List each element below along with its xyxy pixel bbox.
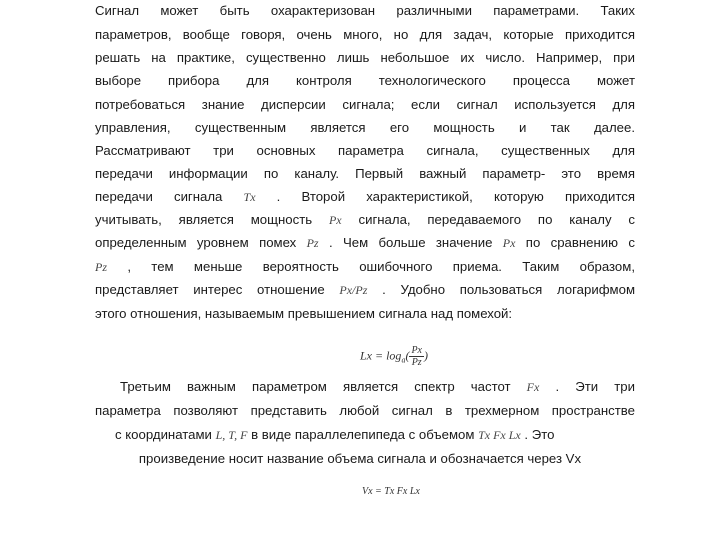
math-symbol: Px: [328, 213, 342, 227]
math-symbol: L, T, F: [215, 428, 248, 442]
formula-paren: ): [423, 348, 428, 363]
math-symbol: Pz: [95, 260, 107, 274]
formula-signal-excess: [360, 345, 428, 368]
text-line: [95, 305, 635, 322]
math-symbol: Pz: [306, 236, 319, 250]
formula-denominator: Pz: [411, 357, 422, 368]
text-span: передачи сигнала: [95, 189, 223, 204]
text-line: [95, 142, 635, 159]
text-line: [95, 402, 635, 419]
text-line: [95, 49, 635, 66]
math-symbol: Px/Pz: [339, 283, 368, 297]
text-span: этого отношения, называемым превышением сигнала над помехой:: [95, 306, 513, 321]
text-span: . Второй характеристикой, которую приходится: [276, 189, 635, 204]
text-span: выборе прибора для контроля технологического процесса может: [95, 73, 635, 88]
text-span: параметров, вообще говоря, очень много, но для задач, которые приходится: [95, 27, 635, 42]
text-line: [95, 72, 635, 89]
text-span: . Это: [524, 427, 555, 442]
formula-fraction: [409, 345, 424, 368]
math-symbol: Tx Fx Lx: [478, 428, 521, 442]
math-symbol: Tx: [243, 190, 256, 204]
text-line: [95, 234, 635, 251]
text-span: . Удобно пользоваться логарифмом: [382, 282, 635, 297]
text-span: определенным уровнем помех: [95, 235, 297, 250]
text-span: с координатами: [115, 427, 212, 442]
text-line: [95, 26, 635, 43]
formula-text: Vx = Tx Fx Lx: [362, 486, 420, 497]
formula-subscript: a: [401, 355, 406, 365]
text-span: Сигнал может быть охарактеризован различными параметрами. Таких: [95, 3, 635, 18]
text-line: [115, 426, 615, 443]
formula-numerator: Px: [411, 345, 422, 356]
text-line: [95, 165, 635, 182]
text-span: решать на практике, существенно лишь небольшое их число. Например, при: [95, 50, 635, 65]
text-span: управления, существенным является его мощность и так далее.: [95, 120, 635, 135]
text-span: сигнала, передаваемого по каналу с: [358, 212, 635, 227]
text-span: передачи информации по каналу. Первый важный параметр- это время: [95, 166, 635, 181]
text-span: Третьим важным параметром является спектр частот: [120, 379, 511, 394]
text-span: , тем меньше вероятность ошибочного приема. Таким образом,: [127, 259, 635, 274]
text-line: [95, 2, 635, 19]
formula-lhs: Lx = log: [360, 348, 402, 363]
math-symbol: Px: [502, 236, 516, 250]
text-span: . Эти три: [555, 379, 635, 394]
text-line: [120, 378, 635, 395]
text-line: [95, 281, 635, 298]
text-span: параметра позволяют представить любой сигнал в трехмерном пространстве: [95, 403, 635, 418]
formula-paren: (: [405, 348, 410, 363]
text-line: [95, 258, 635, 275]
text-span: произведение носит название объема сигнала и обозначается через Vx: [138, 451, 582, 466]
text-span: потребоваться знание дисперсии сигнала; если сигнал используется для: [95, 97, 635, 112]
text-line: [95, 96, 635, 113]
text-line: [95, 450, 625, 467]
text-span: представляет интерес отношение: [95, 282, 325, 297]
math-symbol: Fx: [526, 380, 540, 394]
text-span: учитывать, является мощность: [95, 212, 313, 227]
text-line: [95, 119, 635, 136]
text-line: [95, 188, 635, 205]
text-span: в виде параллелепипеда с объемом: [251, 427, 475, 442]
text-line: [95, 211, 635, 228]
text-span: . Чем больше значение: [328, 235, 493, 250]
text-span: Рассматривают три основных параметра сигнала, существенных для: [95, 143, 635, 158]
formula-signal-volume: [362, 486, 420, 497]
text-span: по сравнению с: [525, 235, 635, 250]
